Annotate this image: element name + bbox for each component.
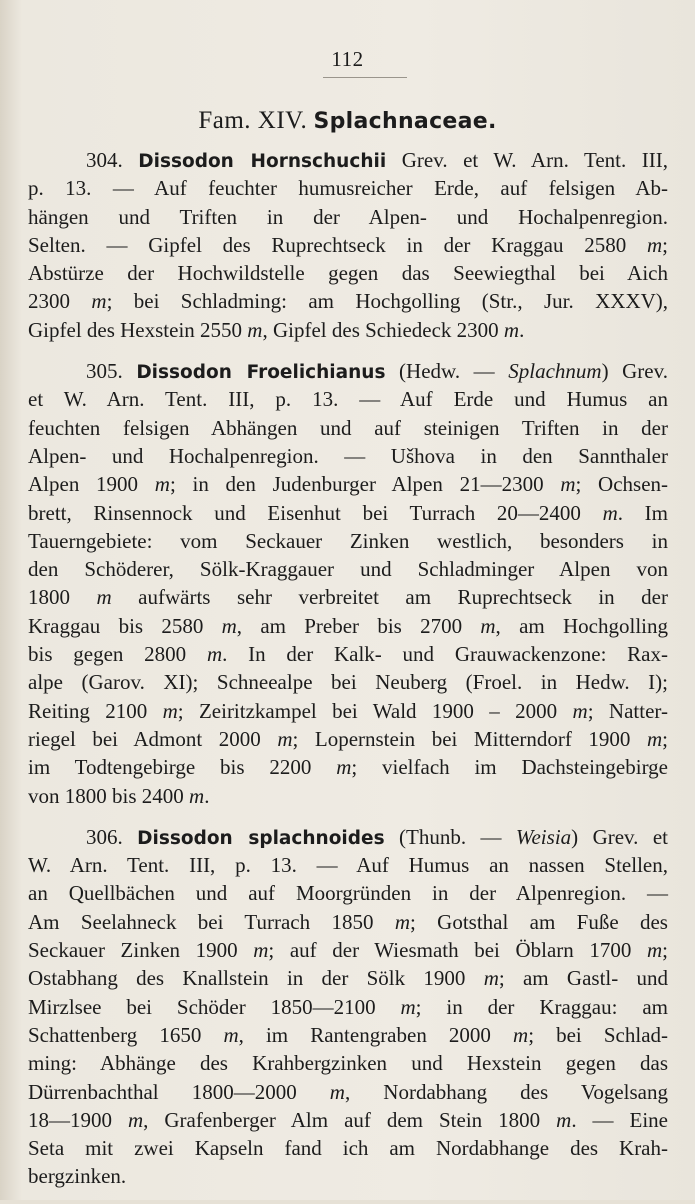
text-line: Seckauer Zinken 1900 m; auf der Wiesmath bei Öblarn 1700 m; — [28, 938, 668, 963]
family-name: Splachnaceae. — [313, 109, 497, 134]
italic-text: Weisia — [515, 824, 572, 849]
page-number: 112 — [331, 47, 364, 71]
italic-text: m — [400, 994, 416, 1019]
italic-text: m — [336, 755, 352, 780]
text-line: Am Seelahneck bei Turrach 1850 m; Gotsthal am Fuße des — [28, 909, 668, 934]
italic-text: m — [162, 698, 178, 723]
italic-text: m — [91, 289, 107, 314]
text-line: Gipfel des Hexstein 2550 m, Gipfel des Schiedeck 2300 m. — [28, 317, 525, 342]
italic-text: m — [560, 472, 576, 497]
text-line: den Schöderer, Sölk-Kraggauer und Schladminger Alpen von — [28, 557, 668, 582]
text-line: Ostabhang des Knallstein in der Sölk 1900 m; am Gastl- und — [28, 966, 669, 991]
text-line: hängen und Triften in der Alpen- und Hochalpenregion. — [28, 204, 668, 229]
header-rule — [323, 77, 407, 78]
text-line: Alpen 1900 m; in den Judenburger Alpen 21—2300 m; Ochsen- — [28, 472, 669, 497]
italic-text: m — [556, 1107, 572, 1132]
species-name: Dissodon Hornschuchii — [138, 151, 387, 172]
text-line: im Todtengebirge bis 2200 m; vielfach im Dachsteingebirge — [28, 755, 669, 780]
italic-text: m — [646, 938, 663, 963]
italic-text: m — [189, 783, 205, 808]
text-line: brett, Rinsennock und Eisenhut bei Turrach 20—2400 m. Im — [28, 500, 668, 525]
text-line: Schattenberg 1650 m, im Rantengraben 2000 m; bei Schlad- — [28, 1022, 669, 1047]
italic-text: m — [206, 642, 223, 667]
text-line: an Quellbächen und auf Moorgründen in der Alpenregion. — — [28, 881, 668, 906]
italic-text: m — [646, 726, 663, 751]
italic-text: m — [503, 317, 520, 342]
text-line: 2300 m; bei Schladming: am Hochgolling (Str., Jur. XXXV), — [28, 289, 669, 314]
italic-text: m — [253, 938, 269, 963]
text-line: von 1800 bis 2400 m. — [28, 783, 210, 808]
italic-text: m — [154, 472, 170, 497]
italic-text: m — [277, 726, 293, 751]
italic-text: m — [483, 966, 499, 991]
text-line: Alpen- und Hochalpenregion. — Ušhova in den Sannthaler — [28, 443, 668, 468]
italic-text: m — [480, 613, 496, 638]
text-line: p. 13. — Auf feuchter humusreicher Erde, auf felsigen Ab- — [28, 176, 668, 201]
text-line: Abstürze der Hochwildstelle gegen das Seewiegthal bei Aich — [28, 261, 668, 286]
text-line: alpe (Garov. XI); Schneealpe bei Neuberg (Froel. in Hedw. I); — [28, 670, 668, 695]
text-line: ming: Abhänge des Krahbergzinken und Hexstein gegen das — [28, 1051, 668, 1076]
italic-text: m — [223, 1022, 239, 1047]
italic-text: m — [96, 585, 112, 610]
text-line: Seta mit zwei Kapseln fand ich am Nordabhange des Krah- — [28, 1136, 668, 1161]
italic-text: m — [127, 1107, 144, 1132]
italic-text: m — [247, 317, 263, 342]
italic-text: m — [394, 909, 410, 934]
text-line: feuchten felsigen Abhängen und auf steinigen Triften in der — [28, 415, 668, 440]
italic-text: m — [602, 500, 618, 525]
text-line: bis gegen 2800 m. In der Kalk- und Grauwackenzone: Rax- — [28, 642, 668, 667]
family-heading — [0, 107, 695, 135]
family-label: Fam. XIV. — [198, 107, 308, 134]
text-line: riegel bei Admont 2000 m; Lopernstein bei Mitterndorf 1900 m; — [28, 726, 668, 751]
text-line: Selten. — Gipfel des Ruprechtseck in der Kraggau 2580 m; — [28, 232, 668, 257]
text-line: Dürrenbachthal 1800—2000 m, Nordabhang des Vogelsang — [28, 1079, 668, 1104]
text-line: 18—1900 m, Grafenberger Alm auf dem Stein 1800 m. — Eine — [28, 1107, 669, 1132]
italic-text: m — [221, 613, 237, 638]
italic-text: Splachnum — [508, 359, 602, 384]
species-name: Dissodon Froelichianus — [136, 362, 386, 384]
italic-text: m — [329, 1079, 345, 1104]
species-entries — [28, 146, 668, 1204]
italic-text: m — [646, 232, 663, 257]
text-line: 1800 m aufwärts sehr verbreitet am Ruprechtseck in der — [28, 585, 668, 610]
text-line: Reiting 2100 m; Zeiritzkampel bei Wald 1900 – 2000 m; Natter- — [28, 698, 668, 723]
page-header — [0, 47, 695, 72]
text-line: W. Arn. Tent. III, p. 13. — Auf Humus an nassen Stellen, — [28, 853, 668, 878]
text-line: Tauerngebiete: vom Seckauer Zinken westlich, besonders in — [28, 528, 668, 553]
text-line: Mirzlsee bei Schöder 1850—2100 m; in der Kraggau: am — [28, 994, 668, 1019]
text-line: bergzinken. — [28, 1164, 127, 1189]
species-entry — [28, 146, 668, 344]
text-line: et W. Arn. Tent. III, p. 13. — Auf Erde und Humus an — [28, 387, 668, 412]
species-entry — [28, 357, 668, 810]
text-line: Kraggau bis 2580 m, am Preber bis 2700 m, am Hochgolling — [28, 613, 668, 638]
entry-heading-line: 305. Dissodon Froelichianus (Hedw. — Splachnum) Grev. — [86, 359, 669, 384]
italic-text: m — [572, 698, 588, 723]
species-name: Dissodon splachnoides — [137, 827, 385, 849]
italic-text: m — [513, 1022, 529, 1047]
entry-heading-line: 304. Dissodon Hornschuchii Grev. et W. Arn. Tent. III, — [86, 148, 669, 172]
species-entry — [28, 823, 668, 1191]
entry-heading-line: 306. Dissodon splachnoides (Thunb. — Weisia) Grev. et — [86, 824, 669, 849]
